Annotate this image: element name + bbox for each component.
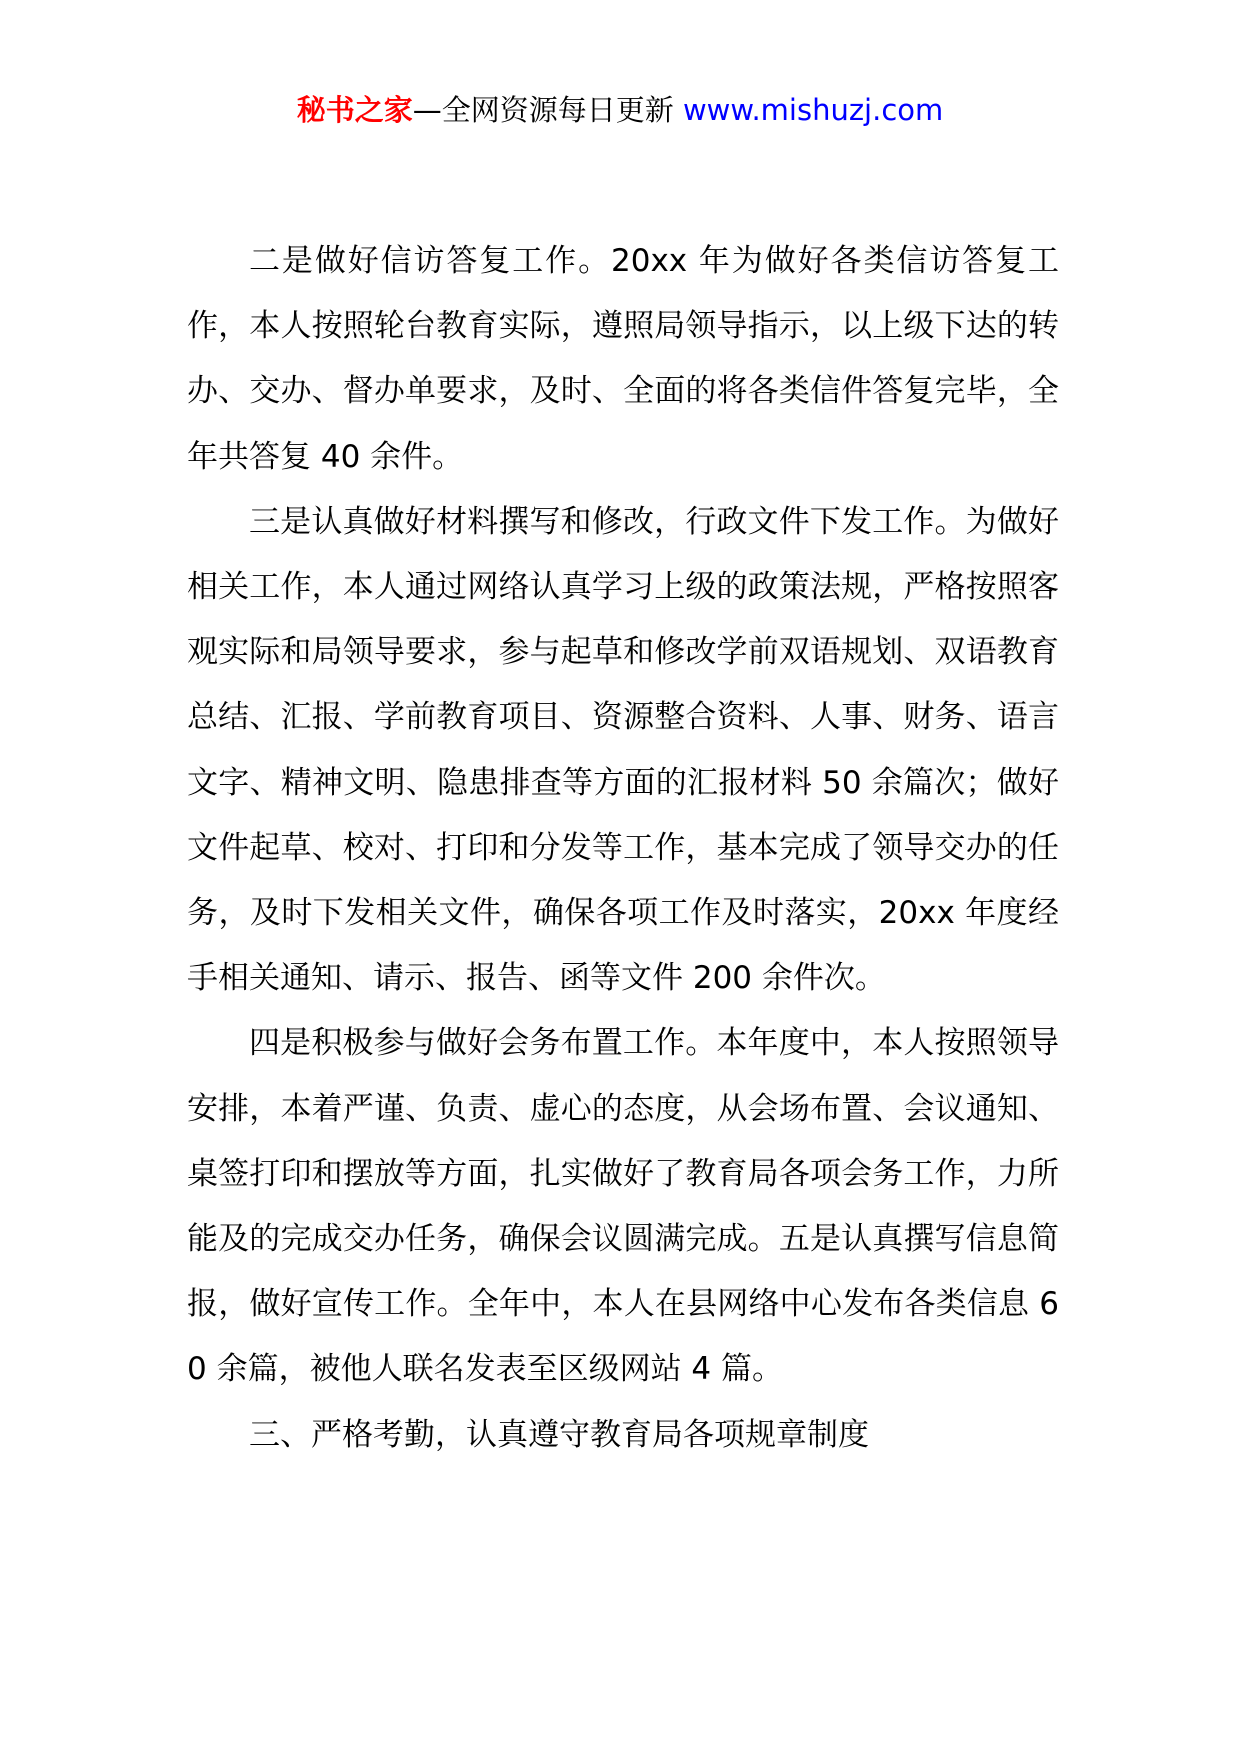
document-body [187, 229, 1059, 1468]
site-tagline: —全网资源每日更新 [412, 93, 674, 127]
page-header [0, 88, 1240, 132]
site-url-link[interactable]: www.mishuzj.com [682, 93, 944, 127]
section-heading: 三、严格考勤，认真遵守教育局各项规章制度 [249, 1416, 869, 1453]
site-brand: 秘书之家 [296, 93, 413, 127]
paragraph-materials-drafting: 三是认真做好材料撰写和修改，行政文件下发工作。为做好相关工作，本人通过网络认真学习上级的政策法规，严格按照客观实际和局领导要求，参与起草和修改学前双语规划、双语教育总结、汇报、学前教育项目、资源整合资料、人事、财务、语言文字、精神文明、隐患排查等方面的汇报材料 50 余篇次；做好文件起草、校对、打印和分发等工作，基本完成了领导交办的任务，及时下发相关文件，确保各项工作及时落实，20xx 年度经手相关通知、请示、报告、函等文件 200 余件次。 [187, 503, 1059, 997]
paragraph-meeting-arrangement: 四是积极参与做好会务布置工作。本年度中，本人按照领导安排，本着严谨、负责、虚心的态度，从会场布置、会议通知、桌签打印和摆放等方面，扎实做好了教育局各项会务工作，力所能及的完成交办任务，确保会议圆满完成。五是认真撰写信息简报，做好宣传工作。全年中，本人在县网络中心发布各类信息 60 余篇，被他人联名发表至区级网站 4 篇。 [187, 1025, 1059, 1388]
paragraph-letters-reply: 二是做好信访答复工作。20xx 年为做好各类信访答复工作，本人按照轮台教育实际，遵照局领导指示，以上级下达的转办、交办、督办单要求，及时、全面的将各类信件答复完毕，全年共答复 40 余件。 [187, 243, 1059, 475]
